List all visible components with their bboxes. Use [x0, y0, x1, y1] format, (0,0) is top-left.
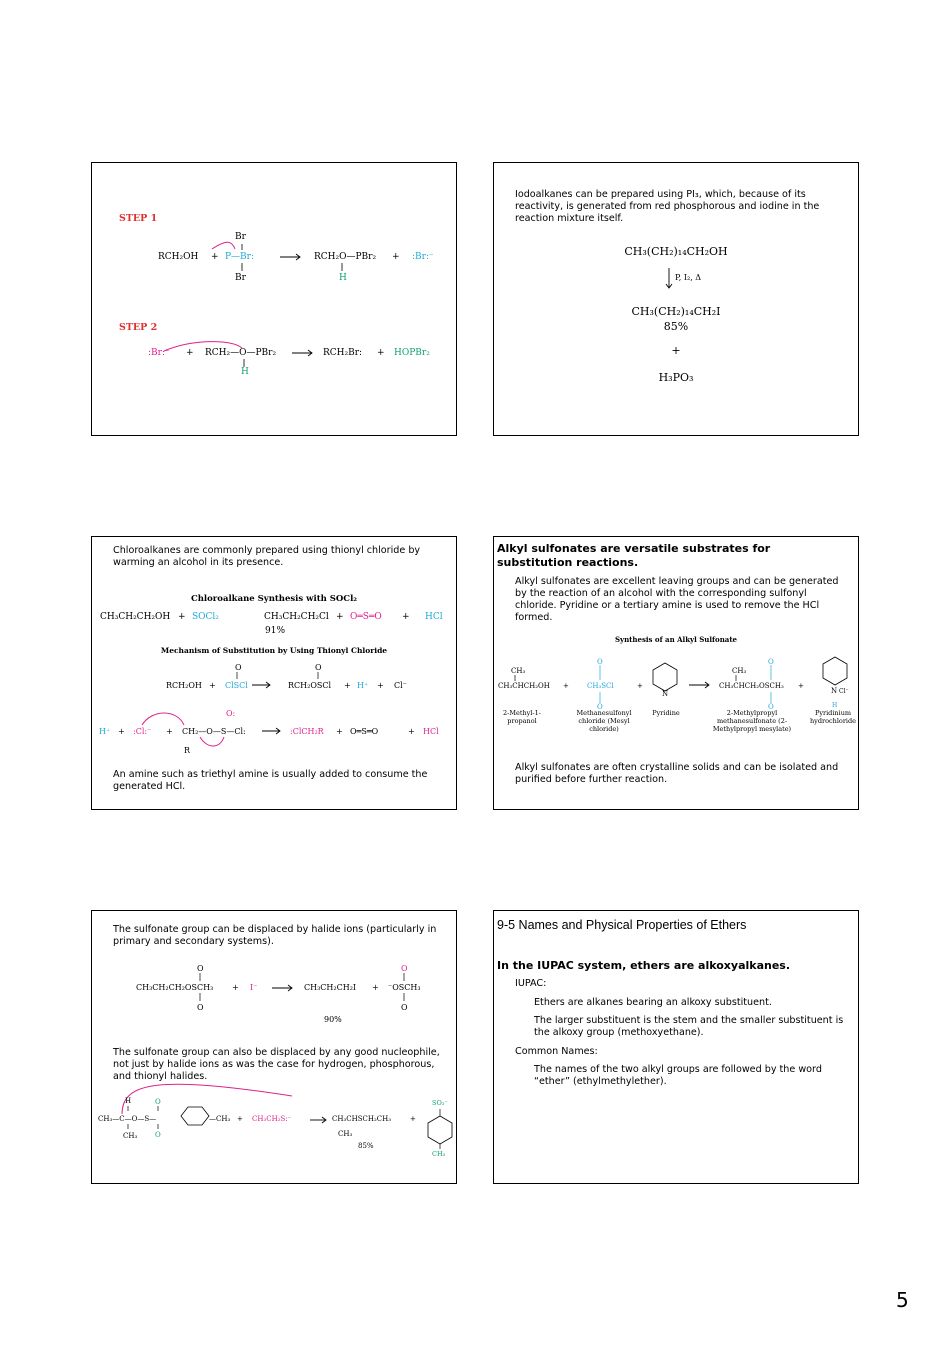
m2-product: :ClCH₂R — [290, 727, 324, 736]
iodo-text: Iodoalkanes can be prepared using PI₃, which, because of its reactivity, is generated from red phosphorous and iodine in the reaction mixture itself. — [515, 189, 820, 224]
sulfonate-footer: Alkyl sulfonates are often crystalline solids and can be isolated and purified before further reaction. — [515, 762, 839, 785]
s2-bromide: :Br:⁻ — [148, 348, 170, 358]
step1-arrows — [92, 163, 457, 436]
m2-so2: O═S═O — [350, 727, 379, 736]
s1-h: H — [339, 273, 347, 283]
m1-h: H⁺ — [357, 681, 369, 690]
mechanism-title: Mechanism of Substitution by Using Thionyl Chloride — [160, 646, 388, 655]
s1-bromide: :Br:⁻ — [412, 252, 434, 262]
step2-label: STEP 2 — [119, 322, 158, 333]
label-mesyl: Methanesulfonyl chloride (Mesyl chloride) — [576, 709, 632, 733]
label-salt: Pyridinium hydrochloride — [809, 709, 857, 725]
mesylate: CH₃CHCH₂OSCH₃ — [719, 682, 784, 690]
iupac-point-2: The larger substituent is the stem and the smaller substituent is the alkoxy group (methoxyethane). — [534, 1015, 844, 1038]
socl2-synthesis-title: Chloroalkane Synthesis with SOCl₂ — [190, 594, 358, 604]
m1-product: RCH₂OSCl — [288, 681, 332, 690]
iodo-arrow — [494, 163, 859, 436]
s2-reactant: RCH₂—O—PBr₂ — [205, 348, 277, 358]
disp-iodide: I⁻ — [250, 983, 258, 992]
socl2-hcl: HCl — [425, 612, 443, 622]
ethers-heading: In the IUPAC system, ethers are alkoxyalkanes. — [497, 959, 791, 972]
br-bottom: Br — [235, 273, 246, 283]
s2-h: H — [241, 367, 249, 377]
svg-text:H: H — [832, 702, 838, 709]
sulfonate-body: Alkyl sulfonates are excellent leaving groups and can be generated by the reaction of an alcohol with the corresponding sulfonyl chloride. Pyridine or a tertiary amine is used to remove the HCl formed. — [515, 576, 839, 623]
svg-text:O: O — [768, 658, 774, 666]
b-so3: SO₃⁻ — [432, 1099, 448, 1107]
displacement-middle: The sulfonate group can also be displaced by any good nucleophile, not just by halide ions as was the case for hydrogen, phosphorous, and thionyl halides. — [113, 1047, 440, 1082]
socl2-footer: An amine such as triethyl amine is usually added to consume the generated HCl. — [113, 769, 428, 792]
label-alcohol: 2-Methyl-1-propanol — [503, 709, 541, 725]
socl2-reactant: CH₃CH₂CH₂OH — [100, 612, 171, 622]
label-pyridine: Pyridine — [652, 709, 680, 717]
iodo-conditions: P, I₂, Δ — [675, 273, 702, 282]
s1-plus2: + — [392, 252, 400, 262]
b-ring-ch3: CH₃ — [432, 1150, 446, 1158]
svg-text:O: O — [155, 1098, 161, 1106]
s1-reactant: RCH₂OH — [158, 252, 199, 262]
disp-leaving: ⁻OSCH₃ — [388, 983, 421, 992]
m1-reactant: RCH₂OH — [166, 681, 202, 690]
svg-text:O: O — [155, 1131, 161, 1139]
slide-alkyl-sulfonates: Alkyl sulfonates are versatile substrates for substitution reactions. Alkyl sulfonates are excellent leaving groups and can be generated by the reaction of an alcohol with the corresponding sulfonyl chloride. Pyridine or a tertiary amine is used to remove the HCl formed. Synthesis of an Alkyl Sulfonate CH₃ CH₃CHCH₂OH + CH₃SCl + CH₃ CH₃CHCH₂OSCH₃ + O O N O O N Cl⁻ H 2-Methyl-1-propanol Methanesulfonyl chloride (Mesyl chloride) Pyridine 2-Methylpropyl methanesulfonate (2-Methylpropyl mesylate) Pyridinium hydrochloride Alkyl sulfonates are often crystalline solids and can be isolated and purified before further reaction. — [493, 536, 859, 810]
m2-r: R — [184, 746, 191, 755]
b-ch3-lower: CH₃ — [123, 1132, 138, 1140]
svg-text:Cl⁻: Cl⁻ — [839, 688, 849, 695]
sulfonate-heading: Alkyl sulfonates are versatile substrates for substitution reactions. — [497, 542, 771, 569]
common-label: Common Names: — [515, 1046, 598, 1057]
socl2-intro: Chloroalkanes are commonly prepared using thionyl chloride by warming an alcohol in its presence. — [113, 545, 421, 568]
m2-chain: CH₂—O—S—Cl: — [182, 727, 246, 736]
iodo-reactant: CH₃(CH₂)₁₄CH₂OH — [624, 245, 728, 258]
b-product: CH₃CHSCH₂CH₃ — [332, 1115, 392, 1123]
b-tosyl-ch3: CH₃ — [216, 1115, 231, 1123]
svg-text:O: O — [197, 1003, 204, 1012]
m2-cl: :Cl:⁻ — [133, 727, 152, 736]
socl2-so2: O═S═O — [350, 612, 382, 622]
ester-ch3: CH₃ — [732, 667, 747, 675]
svg-text:N: N — [662, 690, 669, 698]
disp-reactant: CH₃CH₂CH₂OSCH₃ — [136, 983, 214, 992]
b-yield: 85% — [358, 1142, 374, 1150]
s2-plus2: + — [377, 348, 385, 358]
m1-reagent: ClSCl — [225, 681, 248, 690]
iupac-point-1: Ethers are alkanes bearing an alkoxy substituent. — [534, 997, 772, 1008]
iodo-plus: + — [671, 344, 681, 357]
s1-plus: + — [211, 252, 219, 262]
disp-product: CH₃CH₂CH₂I — [304, 983, 357, 992]
b-nucleophile: CH₃CH₂S:⁻ — [252, 1115, 292, 1123]
socl2-reagent: SOCl₂ — [192, 612, 219, 622]
iupac-label: IUPAC: — [515, 978, 547, 989]
b-product-ch3: CH₃ — [338, 1130, 353, 1138]
br-top: Br — [235, 232, 246, 242]
sulfonate-figure-title: Synthesis of an Alkyl Sulfonate — [614, 635, 738, 644]
page-number: 5 — [896, 1288, 909, 1312]
iodo-byproduct: H₃PO₃ — [658, 371, 694, 384]
slide-sulfonate-displacement: The sulfonate group can be displaced by halide ions (particularly in primary and secondary systems). O O O O O O CH₃CH₂CH₂OSCH₃ + I⁻ CH₃CH₂CH₂I + ⁻OSCH₃ 90% The sulfonate group can also be displaced by any good nucleophile, not just by halide ions as was the case for hydrogen, phosphorous, and thionyl halides. H CH₃—C—O—S— CH₃ —CH₃ + CH₃CH₂S:⁻ CH₃CHSCH₂CH₃ CH₃ 85% + SO₃⁻ CH₃ — [91, 910, 457, 1184]
b-ch3: CH₃ — [98, 1115, 113, 1123]
socl2-product: CH₃CH₂CH₂Cl — [264, 612, 329, 622]
disp-yield: 90% — [324, 1015, 342, 1024]
alcohol: CH₃CHCH₂OH — [498, 682, 550, 690]
svg-text:O: O — [401, 1003, 408, 1012]
m2-hcl: HCl — [423, 727, 439, 736]
svg-text:N: N — [831, 687, 838, 695]
iodo-yield: 85% — [663, 320, 689, 333]
svg-text:O: O — [401, 964, 408, 973]
mesyl-chloride: CH₃SCl — [587, 682, 614, 690]
svg-text:O: O — [597, 658, 603, 666]
slide-iodoalkanes — [493, 162, 859, 436]
svg-text:O: O — [197, 964, 204, 973]
alcohol-ch3: CH₃ — [511, 667, 526, 675]
s2-product: RCH₂Br: — [323, 348, 363, 358]
slide-pbr3-mechanism — [91, 162, 457, 436]
svg-text:O: O — [768, 703, 774, 711]
step1-label: STEP 1 — [119, 213, 158, 224]
slide-thionyl-chloride: Chloroalkanes are commonly prepared using thionyl chloride by warming an alcohol in its presence. Chloroalkane Synthesis with SOCl₂ CH₃CH₂CH₂OH + SOCl₂ CH₃CH₂CH₂Cl 91% + O═S═O + HCl Mechanism of Substitution by Using Thionyl Chloride O O RCH₂OH + ClSCl RCH₂OSCl + H⁺ + Cl⁻ O: H⁺ + :Cl:⁻ + CH₂—O—S—Cl: R :ClCH₂R + O═S═O + HCl An amine such as triethyl amine is usually added to consume the generated HCl. — [91, 536, 457, 810]
ethers-title: 9-5 Names and Physical Properties of Ethers — [497, 918, 747, 932]
common-point-1: The names of the two alkyl groups are followed by the word “ether” (ethylmethylether). — [534, 1064, 822, 1087]
s1-product: RCH₂O—PBr₂ — [314, 252, 377, 262]
b-h: H — [125, 1097, 132, 1105]
s2-hopbr2: HOPBr₂ — [394, 348, 430, 358]
s2-plus: + — [186, 348, 194, 358]
slide-ethers — [493, 910, 859, 1184]
m1-cl: Cl⁻ — [394, 681, 407, 690]
svg-text:O: O — [597, 703, 603, 711]
label-mesylate: 2-Methylpropyl methanesulfonate (2-Methylpropyl mesylate) — [712, 709, 792, 733]
displacement-intro: The sulfonate group can be displaced by halide ions (particularly in primary and secondary systems). — [113, 924, 437, 947]
m2-h: H⁺ — [99, 727, 111, 736]
iodo-product: CH₃(CH₂)₁₄CH₂I — [631, 305, 721, 318]
socl2-yield: 91% — [265, 626, 286, 636]
pbr3: P—Br: — [225, 252, 255, 262]
